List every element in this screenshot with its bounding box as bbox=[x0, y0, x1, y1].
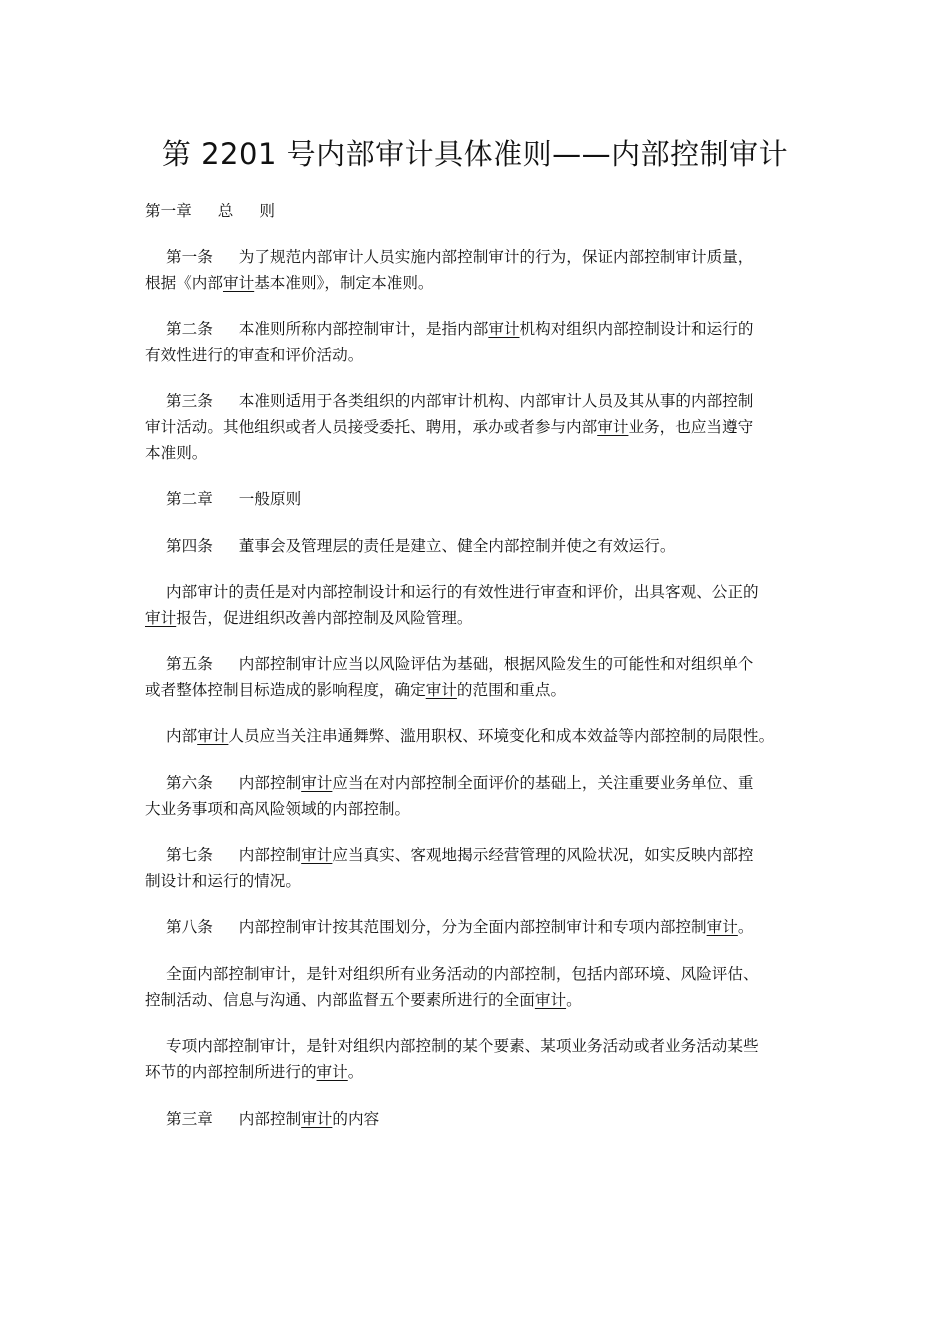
audit-link[interactable]: 审计 bbox=[534, 991, 567, 1009]
article-line bbox=[145, 723, 810, 749]
article-6 bbox=[145, 770, 810, 822]
article-4-paragraph-2 bbox=[145, 579, 810, 631]
audit-link[interactable]: 审计 bbox=[316, 1063, 348, 1081]
article-label: 第八条 bbox=[166, 918, 213, 936]
article-text: 根据《内部 bbox=[145, 274, 223, 292]
article-2 bbox=[145, 316, 810, 368]
article-text: 董事会及管理层的责任是建立、健全内部控制并使之有效运行。 bbox=[238, 537, 676, 555]
article-text: 内部控制 bbox=[238, 774, 302, 792]
chapter-2-heading bbox=[145, 486, 810, 512]
article-text: 环节的内部控制所进行的 bbox=[145, 1063, 317, 1081]
chapter-label: 第一章 bbox=[145, 202, 192, 220]
article-line bbox=[145, 987, 810, 1013]
audit-link[interactable]: 审计 bbox=[197, 727, 229, 745]
article-text: 内部 bbox=[166, 727, 198, 745]
article-line bbox=[145, 388, 810, 414]
article-text: 。 bbox=[566, 991, 582, 1009]
chapter-3-heading bbox=[145, 1106, 810, 1132]
audit-link[interactable]: 审计 bbox=[145, 609, 177, 627]
article-label: 第五条 bbox=[166, 655, 213, 673]
article-text: 人员应当关注串通舞弊、滥用职权、环境变化和成本效益等内部控制的局限性。 bbox=[228, 727, 775, 745]
article-7 bbox=[145, 842, 810, 894]
article-text: 内部控制审计应当以风险评估为基础，根据风险发生的可能性和对组织单个 bbox=[238, 655, 754, 673]
article-5 bbox=[145, 651, 810, 703]
article-line bbox=[145, 651, 810, 677]
article-line: 制设计和运行的情况。 bbox=[145, 872, 301, 890]
article-text: 为了规范内部审计人员实施内部控制审计的行为，保证内部控制审计质量， bbox=[238, 248, 754, 266]
article-8 bbox=[145, 914, 810, 940]
article-text: 本准则适用于各类组织的内部审计机构、内部审计人员及其从事的内部控制 bbox=[238, 392, 754, 410]
article-line bbox=[145, 914, 810, 940]
article-label: 第七条 bbox=[166, 846, 213, 864]
audit-link[interactable]: 审计 bbox=[597, 418, 629, 436]
article-label: 第六条 bbox=[166, 774, 213, 792]
chapter-name: 的内容 bbox=[332, 1110, 380, 1128]
article-line bbox=[145, 533, 810, 559]
article-text: 。 bbox=[347, 1063, 364, 1081]
article-line bbox=[145, 842, 810, 868]
chapter-name: 则 bbox=[259, 202, 276, 220]
article-8-paragraph-3 bbox=[145, 1033, 810, 1085]
article-line: 大业务事项和高风险领域的内部控制。 bbox=[145, 800, 411, 818]
article-line bbox=[145, 770, 810, 796]
audit-link[interactable]: 审计 bbox=[301, 1110, 333, 1128]
article-text: 的范围和重点。 bbox=[456, 681, 567, 699]
article-8-paragraph-2 bbox=[145, 961, 810, 1013]
chapter-name: 总 bbox=[217, 202, 234, 220]
article-line: 本准则。 bbox=[145, 444, 208, 462]
article-label: 第二条 bbox=[166, 320, 213, 338]
article-line: 有效性进行的审查和评价活动。 bbox=[145, 346, 364, 364]
article-line: 专项内部控制审计，是针对组织内部控制的某个要素、某项业务活动或者业务活动某些 bbox=[166, 1037, 759, 1055]
chapter-label: 第三章 bbox=[166, 1110, 213, 1128]
article-5-paragraph-2 bbox=[145, 723, 810, 749]
article-line bbox=[145, 316, 810, 342]
article-line: 内部审计的责任是对内部控制设计和运行的有效性进行审查和评价，出具客观、公正的 bbox=[166, 583, 759, 601]
article-text: 审计活动。其他组织或者人员接受委托、聘用，承办或者参与内部 bbox=[145, 418, 598, 436]
audit-link[interactable]: 审计 bbox=[425, 681, 457, 699]
article-text: 机构对组织内部控制设计和运行的 bbox=[519, 320, 754, 338]
article-text: 基本准则》，制定本准则。 bbox=[254, 274, 434, 292]
article-text: 控制活动、信息与沟通、内部监督五个要素所进行的全面 bbox=[145, 991, 535, 1009]
article-line bbox=[145, 270, 810, 296]
article-line bbox=[145, 414, 810, 440]
chapter-name: 内部控制 bbox=[238, 1110, 302, 1128]
audit-link[interactable]: 审计 bbox=[222, 274, 255, 292]
article-text: 应当在对内部控制全面评价的基础上，关注重要业务单位、重 bbox=[332, 774, 754, 792]
chapter-name: 一般原则 bbox=[238, 490, 302, 508]
article-line: 全面内部控制审计，是针对组织所有业务活动的内部控制，包括内部环境、风险评估、 bbox=[166, 965, 759, 983]
article-text: 应当真实、客观地揭示经营管理的风险状况，如实反映内部控 bbox=[332, 846, 754, 864]
chapter-label: 第二章 bbox=[166, 490, 213, 508]
document-title: 第 2201 号内部审计具体准则——内部控制审计 bbox=[161, 137, 789, 171]
article-text: 或者整体控制目标造成的影响程度，确定 bbox=[145, 681, 426, 699]
article-line bbox=[145, 1059, 810, 1085]
article-3 bbox=[145, 388, 810, 466]
audit-link[interactable]: 审计 bbox=[301, 846, 333, 864]
article-line bbox=[145, 677, 810, 703]
article-label: 第一条 bbox=[166, 248, 213, 266]
audit-link[interactable]: 审计 bbox=[301, 774, 333, 792]
article-text: 本准则所称内部控制审计，是指内部 bbox=[238, 320, 489, 338]
article-text: 内部控制 bbox=[238, 846, 302, 864]
article-text: 。 bbox=[737, 918, 754, 936]
audit-link[interactable]: 审计 bbox=[488, 320, 520, 338]
article-label: 第三条 bbox=[166, 392, 213, 410]
article-label: 第四条 bbox=[166, 537, 213, 555]
article-1 bbox=[145, 244, 810, 296]
article-4 bbox=[145, 533, 810, 559]
article-text: 业务，也应当遵守 bbox=[628, 418, 754, 436]
chapter-1-heading bbox=[145, 198, 810, 224]
article-text: 报告，促进组织改善内部控制及风险管理。 bbox=[176, 609, 473, 627]
article-text: 内部控制审计按其范围划分，分为全面内部控制审计和专项内部控制 bbox=[238, 918, 707, 936]
article-line bbox=[145, 605, 810, 631]
audit-link[interactable]: 审计 bbox=[706, 918, 738, 936]
article-line bbox=[145, 244, 810, 270]
